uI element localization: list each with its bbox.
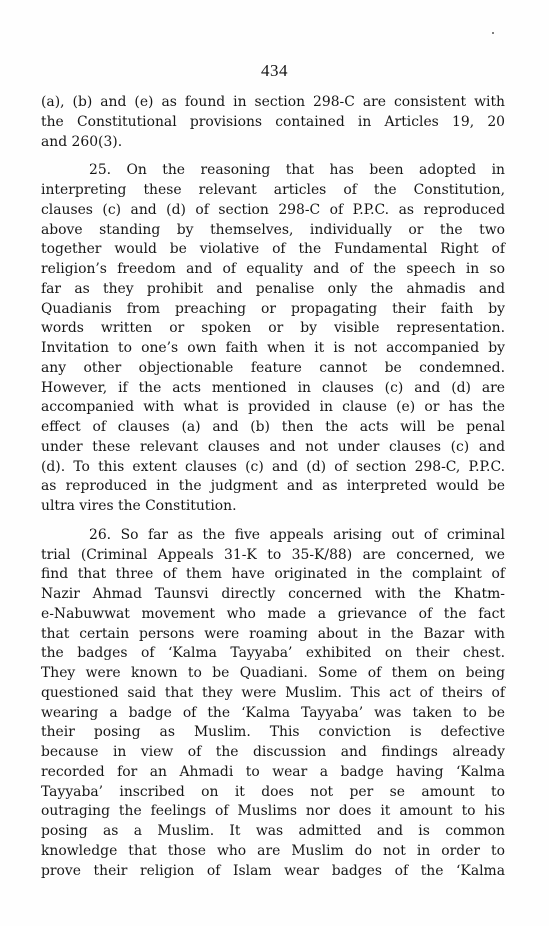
text-line: accompanied with what is provided in clause (e) or has the	[41, 399, 505, 416]
paragraph-26	[41, 526, 505, 882]
text-line: interpreting these relevant articles of the Constitution,	[41, 182, 505, 198]
text-line: 25. On the reasoning that has been adopted in	[89, 162, 505, 179]
text-line: (d). To this extent clauses (c) and (d) of section 298-C, P.P.C.	[41, 458, 505, 475]
text-line: religion’s freedom and of equality and of the speech in so	[41, 261, 505, 277]
text-line: prove their religion of Islam wear badges of the ‘Kalma	[41, 862, 505, 879]
text-line: 26. So far as the five appeals arising out of criminal	[89, 526, 505, 543]
text-line: knowledge that those who are Muslim do not in order to	[41, 842, 505, 859]
text-line: together would be violative of the Fundamental Right of	[41, 241, 505, 258]
text-line: ultra vires the Constitution.	[41, 498, 237, 514]
text-line: Quadianis from preaching or propagating their faith by	[41, 300, 505, 317]
text-line: above standing by themselves, individually or the two	[41, 221, 505, 238]
text-line: However, if the acts mentioned in clauses (c) and (d) are	[41, 379, 505, 396]
text-line: that certain persons were roaming about in the Bazar with	[41, 625, 505, 642]
text-line: wearing a badge of the ‘Kalma Tayyaba’ was taken to be	[41, 704, 505, 721]
text-line: recorded for an Ahmadi to wear a badge having ‘Kalma	[41, 763, 505, 780]
text-line: because in view of the discussion and findings already	[41, 744, 505, 760]
paragraph-25	[41, 161, 505, 517]
text-line: far as they prohibit and penalise only the ahmadis and	[41, 280, 505, 297]
text-line: outraging the feelings of Muslims nor does it amount to his	[41, 803, 505, 820]
text-line: the Constitutional provisions contained in Articles 19, 20	[41, 113, 505, 130]
text-line: any other objectionable feature cannot be condemned.	[41, 359, 505, 376]
text-line: Nazir Ahmad Taunsvi directly concerned with the Khatm-	[41, 586, 505, 602]
text-line: find that three of them have originated in the complaint of	[41, 566, 505, 583]
text-line: questioned said that they were Muslim. This act of theirs of	[41, 684, 505, 701]
text-line: Tayyaba’ inscribed on it does not per se amount to	[41, 783, 505, 800]
text-line: effect of clauses (a) and (b) then the acts will be penal	[41, 419, 505, 435]
scan-speck	[492, 32, 494, 34]
text-line: their posing as Muslim. This conviction is defective	[41, 724, 505, 741]
text-line: trial (Criminal Appeals 31-K to 35-K/88) are concerned, we	[41, 546, 505, 563]
text-line: clauses (c) and (d) of section 298-C of P.P.C. as reproduced	[41, 201, 505, 218]
text-line: e-Nabuwwat movement who made a grievance of the fact	[41, 605, 505, 622]
text-line: and 260(3).	[41, 133, 123, 150]
text-line: posing as a Muslim. It was admitted and is common	[41, 823, 505, 839]
text-line: Invitation to one’s own faith when it is not accompanied by	[41, 340, 505, 356]
document-body	[41, 93, 505, 881]
text-line: the badges of ‘Kalma Tayyaba’ exhibited on their chest.	[41, 645, 505, 662]
text-line: words written or spoken or by visible representation.	[41, 320, 505, 337]
text-line: (a), (b) and (e) as found in section 298-C are consistent with	[41, 94, 505, 110]
text-line: They were known to be Quadiani. Some of them on being	[41, 665, 505, 681]
text-line: as reproduced in the judgment and as interpreted would be	[41, 478, 505, 495]
paragraph-continuation	[41, 93, 505, 152]
page-number: 434	[261, 61, 288, 80]
text-line: under these relevant clauses and not under clauses (c) and	[41, 438, 505, 455]
